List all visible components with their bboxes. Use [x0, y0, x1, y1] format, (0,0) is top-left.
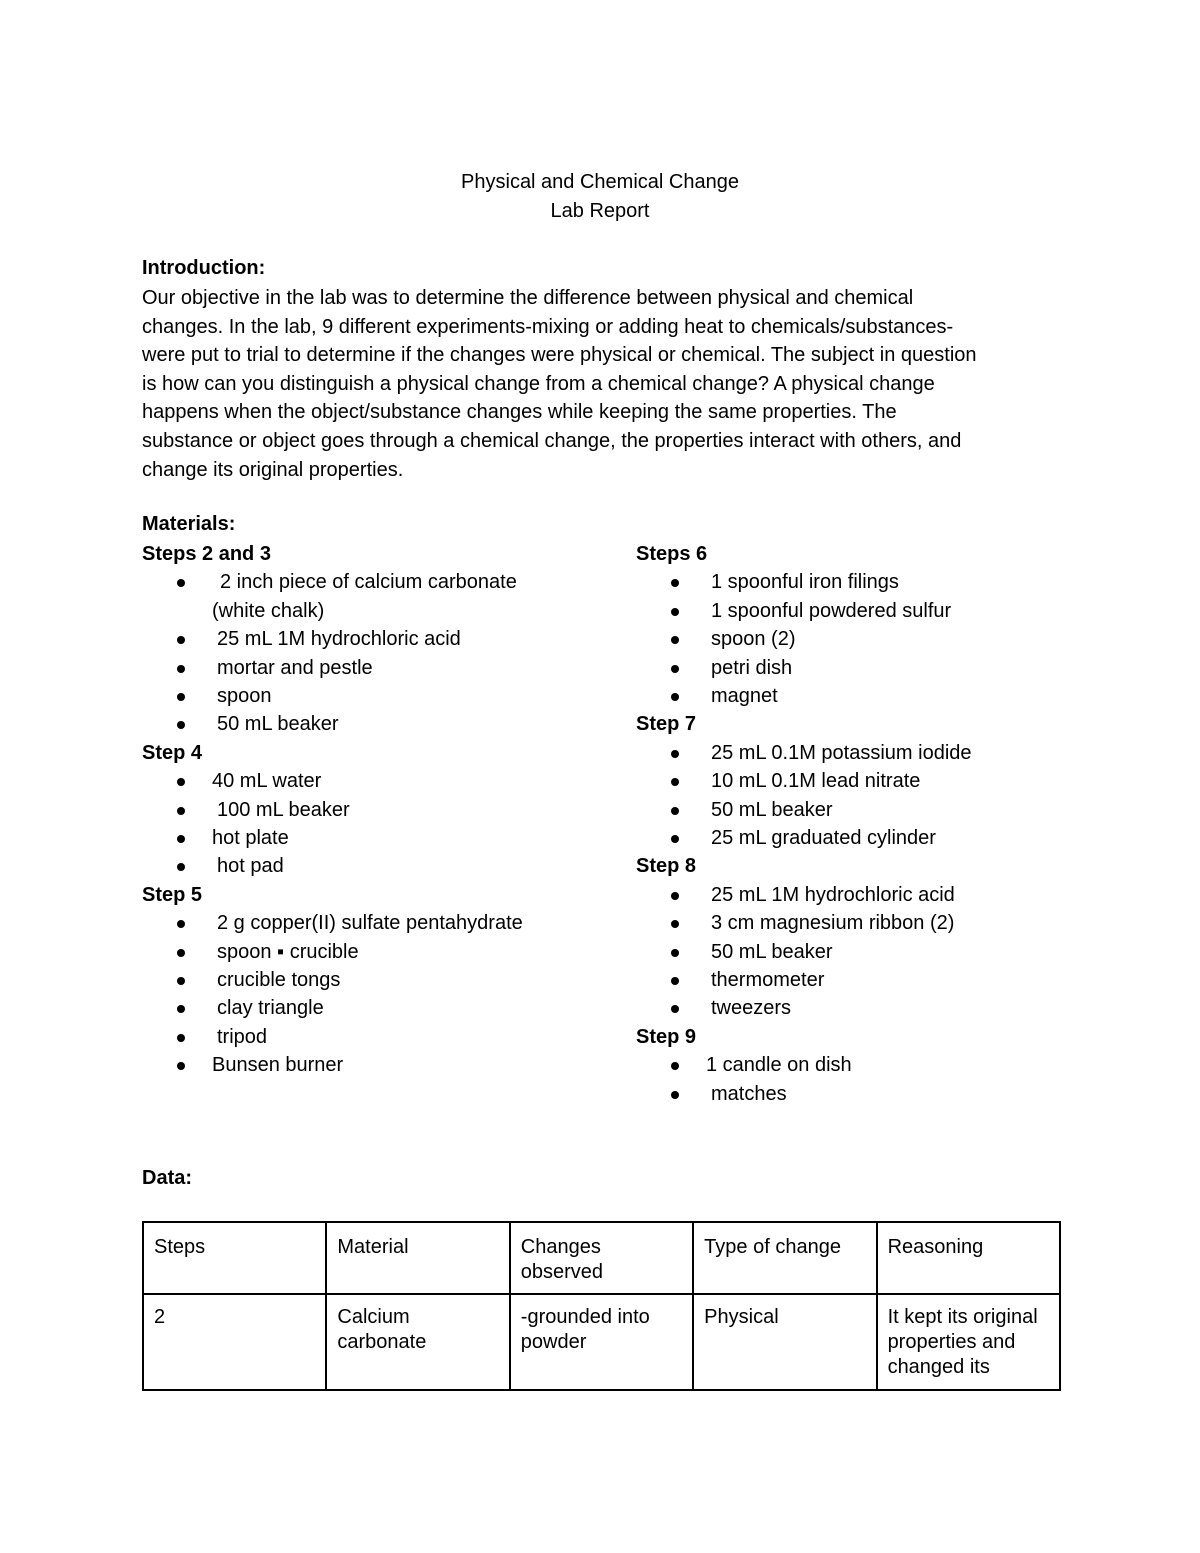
list-item-text: 2 inch piece of calcium carbonate	[220, 571, 517, 594]
bullet-icon	[177, 1034, 185, 1042]
step-title: Step 9	[636, 1025, 697, 1048]
bullet-icon	[671, 1091, 679, 1099]
list-item	[142, 767, 612, 795]
table-header-cell: Type of change	[693, 1222, 876, 1294]
bullet-icon	[177, 835, 185, 843]
list-item	[142, 966, 612, 994]
intro-line: Our objective in the lab was to determine the difference between physical and chemical	[142, 287, 914, 309]
step-title: Steps 2 and 3	[142, 543, 271, 565]
table-cell: -grounded into powder	[510, 1294, 693, 1390]
list-item	[636, 682, 1076, 710]
list-item-text: magnet	[711, 685, 778, 708]
step-title: Step 7	[636, 713, 697, 736]
list-item-text: 1 spoonful iron filings	[711, 571, 899, 594]
list-item	[636, 739, 1076, 767]
document-subtitle: Lab Report	[550, 200, 650, 222]
list-item	[636, 654, 1076, 682]
bullet-icon	[177, 863, 185, 871]
list-item	[636, 938, 1076, 966]
list-item-text: hot plate	[212, 827, 289, 850]
list-item-text: 25 mL 1M hydrochloric acid	[711, 883, 955, 906]
list-item-text: clay triangle	[217, 997, 324, 1020]
bullet-icon	[671, 579, 679, 587]
bullet-icon	[671, 949, 679, 957]
bullet-icon	[177, 1062, 185, 1070]
table-cell: Calcium carbonate	[326, 1294, 509, 1390]
list-item	[142, 568, 612, 596]
table-cell: It kept its original properties and changed its	[877, 1294, 1060, 1390]
list-item	[142, 654, 612, 682]
list-item	[142, 625, 612, 653]
bullet-icon	[671, 608, 679, 616]
list-item-text: 50 mL beaker	[711, 798, 833, 821]
list-item-text: 2 g copper(II) sulfate pentahydrate	[217, 912, 523, 935]
list-item	[636, 767, 1076, 795]
intro-line: substance or object goes through a chemical change, the properties interact with others, and	[142, 429, 962, 452]
list-item	[142, 1051, 612, 1079]
intro-line: is how can you distinguish a physical change from a chemical change? A physical change	[142, 372, 935, 395]
bullet-icon	[177, 1005, 185, 1013]
bullet-icon	[671, 693, 679, 701]
materials-left-column	[142, 540, 612, 1080]
intro-line: happens when the object/substance changes while keeping the same properties. The	[142, 401, 897, 424]
bullet-icon	[177, 721, 185, 729]
table-header-row	[143, 1222, 1060, 1294]
list-item-text: 50 mL beaker	[217, 713, 339, 736]
bullet-icon	[177, 693, 185, 701]
intro-line: change its original properties.	[142, 458, 404, 481]
list-item-text: 10 mL 0.1M lead nitrate	[711, 770, 921, 793]
introduction-heading: Introduction:	[142, 257, 266, 279]
table-header-cell: Changes observed	[510, 1222, 693, 1294]
list-item-text: 25 mL graduated cylinder	[711, 827, 936, 850]
bullet-icon	[671, 807, 679, 815]
list-item-continuation: (white chalk)	[212, 599, 325, 622]
list-item-text: 40 mL water	[212, 770, 322, 793]
list-item	[142, 852, 612, 880]
intro-line: were put to trial to determine if the changes were physical or chemical. The subject in question	[142, 344, 977, 367]
bullet-icon	[671, 977, 679, 985]
table-row	[143, 1294, 1060, 1390]
list-item	[636, 597, 1076, 625]
bullet-icon	[177, 665, 185, 673]
materials-heading: Materials:	[142, 513, 236, 535]
list-item	[636, 881, 1076, 909]
list-item-text: 100 mL beaker	[217, 798, 350, 821]
list-item-text: petri dish	[711, 656, 793, 679]
list-item-text: 3 cm magnesium ribbon (2)	[711, 912, 955, 935]
data-table	[142, 1221, 1061, 1391]
bullet-icon	[177, 778, 185, 786]
list-item	[636, 1080, 1076, 1108]
step-title: Step 4	[142, 741, 203, 764]
list-item-text: spoon	[217, 685, 272, 708]
list-item-text: mortar and pestle	[217, 656, 373, 679]
list-item-text: tripod	[217, 1025, 268, 1048]
list-item-text: spoon ▪ crucible	[217, 940, 359, 963]
list-item	[636, 994, 1076, 1022]
bullet-icon	[671, 750, 679, 758]
list-item	[636, 966, 1076, 994]
bullet-icon	[177, 807, 185, 815]
bullet-icon	[671, 920, 679, 928]
bullet-icon	[671, 892, 679, 900]
bullet-icon	[671, 665, 679, 673]
bullet-icon	[671, 1005, 679, 1013]
list-item	[142, 994, 612, 1022]
table-header-cell: Reasoning	[877, 1222, 1060, 1294]
table-cell: Physical	[693, 1294, 876, 1390]
bullet-icon	[177, 636, 185, 644]
bullet-icon	[177, 920, 185, 928]
list-item-text: 25 mL 1M hydrochloric acid	[217, 628, 461, 651]
list-item-text: 1 candle on dish	[706, 1054, 852, 1077]
introduction-paragraph	[142, 284, 1062, 484]
bullet-icon	[177, 977, 185, 985]
table-cell: 2	[143, 1294, 326, 1390]
materials-right-column	[636, 540, 1076, 1108]
document-title: Physical and Chemical Change	[461, 171, 739, 193]
list-item	[142, 824, 612, 852]
list-item	[636, 625, 1076, 653]
list-item-text: 25 mL 0.1M potassium iodide	[711, 741, 972, 764]
list-item	[142, 796, 612, 824]
list-item-text: crucible tongs	[217, 969, 341, 992]
step-title: Steps 6	[636, 543, 708, 565]
bullet-icon	[671, 636, 679, 644]
list-item-text: tweezers	[711, 997, 792, 1020]
list-item-text: 1 spoonful powdered sulfur	[711, 599, 952, 622]
list-item-text: 50 mL beaker	[711, 940, 833, 963]
list-item	[142, 682, 612, 710]
list-item-text: hot pad	[217, 855, 284, 878]
bullet-icon	[671, 835, 679, 843]
table-header-cell: Steps	[143, 1222, 326, 1294]
list-item-text: thermometer	[711, 969, 825, 992]
list-item	[142, 938, 612, 966]
bullet-icon	[177, 949, 185, 957]
list-item	[636, 909, 1076, 937]
list-item	[636, 796, 1076, 824]
list-item	[636, 824, 1076, 852]
table-header-cell: Material	[326, 1222, 509, 1294]
list-item	[142, 1023, 612, 1051]
list-item	[636, 1051, 1076, 1079]
list-item-text: Bunsen burner	[212, 1054, 344, 1077]
intro-line: changes. In the lab, 9 different experiments-mixing or adding heat to chemicals/substances-	[142, 315, 954, 338]
list-item-text: spoon (2)	[711, 628, 796, 651]
bullet-icon	[671, 778, 679, 786]
list-item	[142, 909, 612, 937]
bullet-icon	[177, 579, 185, 587]
list-item	[636, 568, 1076, 596]
list-item	[142, 710, 612, 738]
list-item-text: matches	[711, 1082, 787, 1105]
step-title: Step 8	[636, 855, 697, 878]
bullet-icon	[671, 1062, 679, 1070]
data-heading: Data:	[142, 1167, 193, 1189]
step-title: Step 5	[142, 883, 203, 906]
